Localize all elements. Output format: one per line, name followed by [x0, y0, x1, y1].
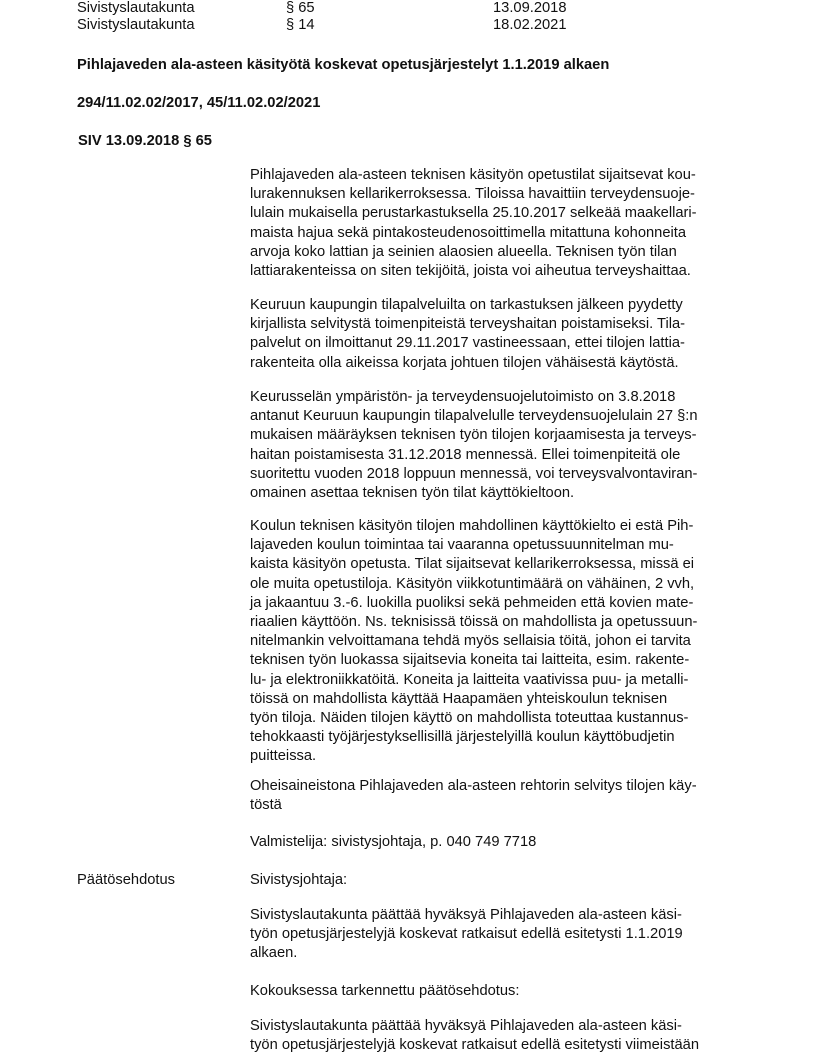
text-line: Pihlajaveden ala-asteen teknisen käsityön opetustilat sijaitsevat kou-: [250, 167, 696, 183]
text-line: työn tiloja. Näiden tilojen käyttö on mahdollista toteuttaa kustannus-: [250, 709, 689, 726]
refined-proposal-paragraph: [250, 1017, 750, 1055]
text-line: Sivistysjohtaja:: [250, 872, 348, 888]
text-line: riaalien käyttöön. Ns. teknisissä töissä on mahdollista ja opetussuun-: [250, 613, 698, 630]
meeting-body-1: Sivistyslautakunta: [77, 0, 195, 16]
refined-proposal-label: [250, 982, 750, 1001]
text-line: Sivistyslautakunta päättää hyväksyä Pihlajaveden ala-asteen käsi-: [250, 907, 682, 923]
text-line: mukaisen määräyksen teknisen työn tilojen korjaamisesta ja terveys-: [250, 427, 697, 444]
text-line: antanut Keuruun kaupungin tilapalvelulle terveydensuojelulain 27 §:n: [250, 408, 698, 425]
text-line: haitan poistamisesta 31.12.2018 mennessä. Ellei toimenpiteitä ole: [250, 446, 681, 463]
text-line: kirjallista selvitystä toimenpiteistä terveyshaitan poistamiseksi. Tila-: [250, 316, 686, 333]
meeting-section-1: § 65: [286, 0, 315, 16]
text-line: nitelmankin velvoittamana tehdä myös sellaisia töitä, johon ei tarvita: [250, 633, 691, 650]
meeting-date-2: 18.02.2021: [493, 17, 567, 33]
text-line: teknisen työn luokassa sijaitsevia koneita tai laitteita, esim. rakente-: [250, 652, 690, 669]
paragraph-attachment: [250, 777, 750, 815]
text-line: rakenteita olla aikeissa korjata johtuen tilojen vähäisestä käytöstä.: [250, 354, 679, 371]
text-line: ja jakaantuu 3.-6. luokilla puoliksi sekä pehmeiden että kovien mate-: [250, 594, 694, 611]
text-line: Keurusselän ympäristön- ja terveydensuojelutoimisto on 3.8.2018: [250, 389, 676, 405]
text-line: töissä on mahdollista käyttää Haapamäen yhteiskoulun teknisen: [250, 690, 668, 707]
text-line: Koulun teknisen käsityön tilojen mahdollinen käyttökielto ei estä Pih-: [250, 518, 694, 534]
paragraph-inspection: [250, 166, 750, 281]
text-line: alkaen.: [250, 945, 298, 962]
text-line: kaista käsityön opetusta. Tilat sijaitsevat kellarikerroksessa, missä ei: [250, 556, 695, 573]
text-line: ole muita opetustiloja. Käsityön viikkotuntimäärä on vähäinen, 2 vvh,: [250, 575, 695, 592]
text-line: omainen asettaa teknisen työn tilat käyttökieltoon.: [250, 484, 575, 501]
text-line: suoritettu vuoden 2018 loppuun mennessä, voi terveysvalvontaviran-: [250, 465, 698, 482]
text-line: lattiarakenteissa on siten tekijöitä, joista voi aiheutua terveyshaittaa.: [250, 262, 691, 279]
text-line: puitteissa.: [250, 748, 317, 765]
text-line: Valmistelija: sivistysjohtaja, p. 040 749 7718: [250, 834, 537, 850]
text-line: lurakennuksen kellarikerroksessa. Tiloissa havaittiin terveydensuoje-: [250, 186, 695, 203]
reference-numbers: 294/11.02.02/2017, 45/11.02.02/2021: [77, 95, 321, 111]
session-reference: SIV 13.09.2018 § 65: [78, 133, 212, 149]
proposer: [250, 871, 750, 890]
text-line: tehokkaasti työjärjestyksellisillä järjestelyillä koulun käyttöbudjetin: [250, 729, 675, 746]
paragraph-facility-services: [250, 296, 750, 373]
text-line: lulain mukaisella perustarkastuksella 25.10.2017 selkeää maakellari-: [250, 205, 697, 222]
text-line: Sivistyslautakunta päättää hyväksyä Pihlajaveden ala-asteen käsi-: [250, 1018, 682, 1034]
text-line: lajaveden koulun toimintaa tai vaaranna opetussuunnitelman mu-: [250, 537, 674, 554]
paragraph-preparer: [250, 833, 750, 852]
text-line: Oheisaineistona Pihlajaveden ala-asteen rehtorin selvitys tilojen käy-: [250, 778, 697, 794]
text-line: palvelut on ilmoittanut 29.11.2017 vastineessaan, ettei tilojen lattia-: [250, 335, 685, 352]
text-line: arvoja koko lattian ja seinien alaosien alueella. Teknisen työn tilan: [250, 243, 677, 260]
text-line: työn opetusjärjestelyjä koskevat ratkaisut edellä esitetysti 1.1.2019: [250, 926, 683, 943]
text-line: Keuruun kaupungin tilapalveluilta on tarkastuksen jälkeen pyydetty: [250, 297, 683, 313]
paragraph-usage-ban: [250, 517, 750, 766]
meeting-date-1: 13.09.2018: [493, 0, 567, 16]
proposal-paragraph: [250, 906, 750, 964]
text-line: lu- ja elektroniikkatöitä. Koneita ja laitteita vaativissa puu- ja metalli-: [250, 671, 689, 688]
text-line: työn opetusjärjestelyjä koskevat ratkaisut edellä esitetysti viimeistään: [250, 1037, 700, 1054]
text-line: töstä: [250, 797, 282, 814]
meeting-body-2: Sivistyslautakunta: [77, 17, 195, 33]
proposal-label: Päätösehdotus: [77, 872, 175, 888]
paragraph-health-order: [250, 388, 750, 503]
text-line: maista hajua sekä pintakosteudenosoittimella mitattuna kohonneita: [250, 224, 686, 241]
text-line: Kokouksessa tarkennettu päätösehdotus:: [250, 983, 520, 999]
meeting-section-2: § 14: [286, 17, 315, 33]
document-title: Pihlajaveden ala-asteen käsityötä koskevat opetusjärjestelyt 1.1.2019 alkaen: [77, 57, 610, 73]
